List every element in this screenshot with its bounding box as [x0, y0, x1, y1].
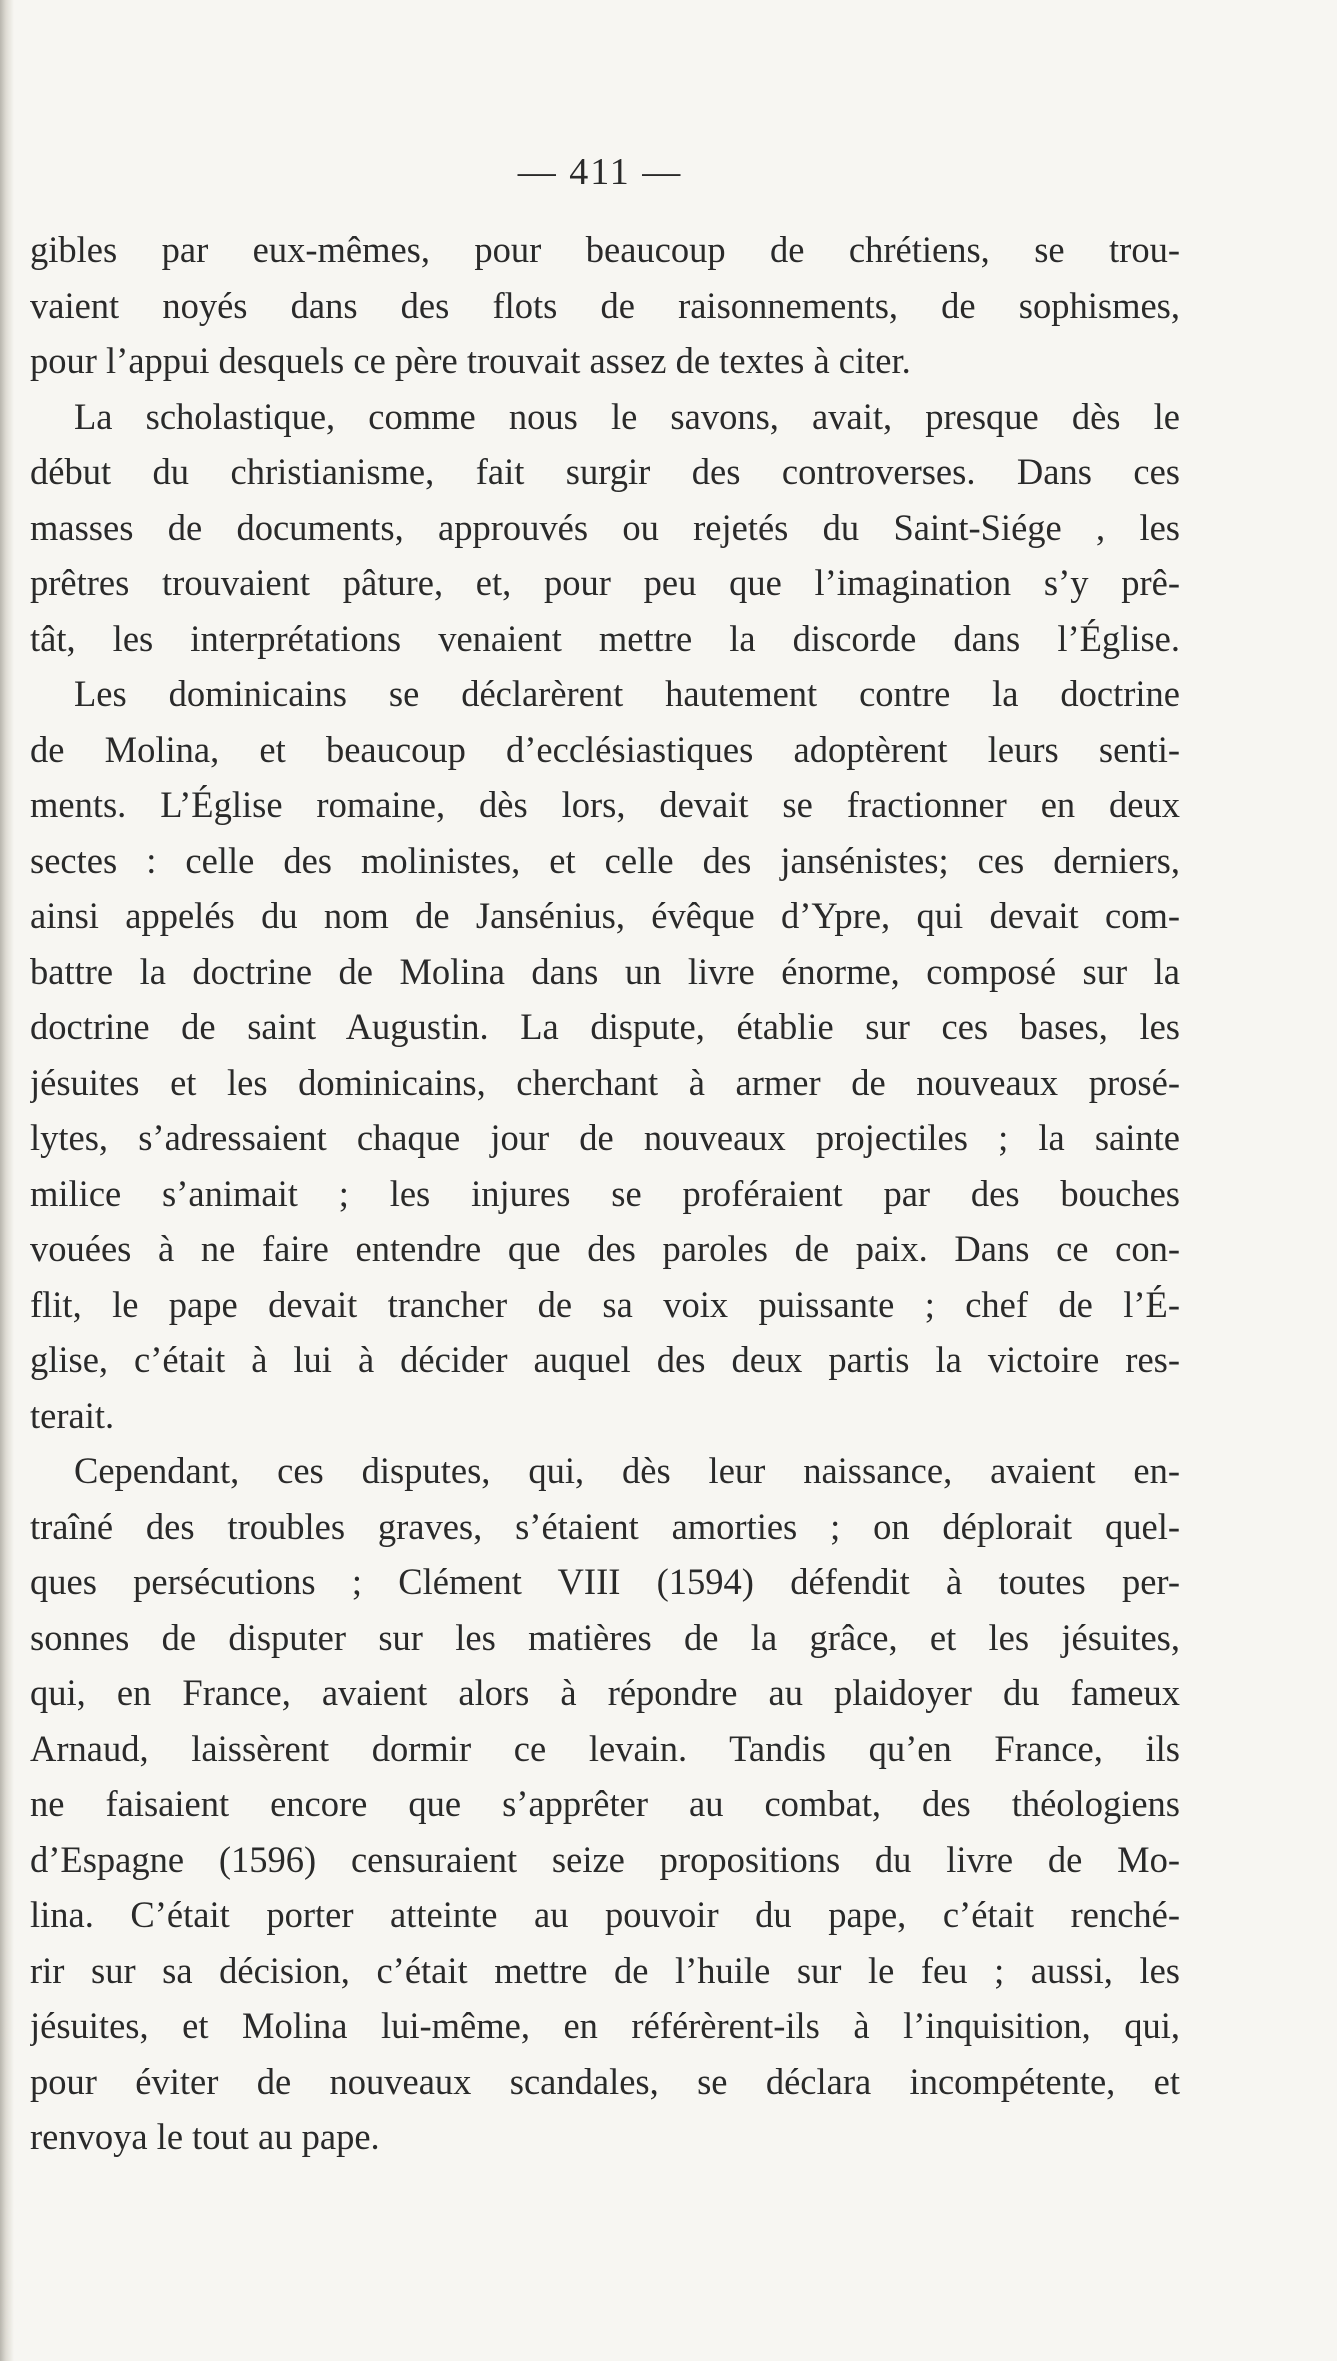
text-line: flit, le pape devait trancher de sa voix puissante ; chef de l’É-	[30, 1283, 1180, 1325]
text-line: milice s’animait ; les injures se proféraient par des bouches	[30, 1172, 1180, 1214]
text-line: lina. C’était porter atteinte au pouvoir du pape, c’était renché-	[30, 1894, 1180, 1935]
text-line: qui, en France, avaient alors à répondre au plaidoyer du fameux	[30, 1672, 1180, 1713]
text-line: Cependant, ces disputes, qui, dès leur naissance, avaient en-	[74, 1450, 1180, 1491]
text-line: vaient noyés dans des flots de raisonnements, de sophismes,	[30, 284, 1180, 326]
text-line: sonnes de disputer sur les matières de la grâce, et les jésuites,	[30, 1616, 1180, 1658]
text-line: renvoya le tout au pape.	[30, 2116, 380, 2157]
text-line: lytes, s’adressaient chaque jour de nouveaux projectiles ; la sainte	[30, 1117, 1180, 1158]
page-binding-edge	[0, 0, 14, 2361]
text-line: jésuites, et Molina lui-même, en référèrent-ils à l’inquisition, qui,	[30, 2005, 1180, 2046]
text-line: sectes : celle des molinistes, et celle des jansénistes; ces derniers,	[30, 839, 1180, 881]
text-line: terait.	[30, 1394, 115, 1436]
text-line: pour éviter de nouveaux scandales, se déclara incompétente, et	[30, 2060, 1180, 2102]
text-line: tât, les interprétations venaient mettre la discorde dans l’Église.	[30, 617, 1180, 659]
text-line: ques persécutions ; Clément VIII (1594) défendit à toutes per-	[30, 1561, 1180, 1602]
text-line: ments. L’Église romaine, dès lors, devait se fractionner en deux	[30, 784, 1180, 825]
text-line: début du christianisme, fait surgir des controverses. Dans ces	[30, 451, 1180, 492]
text-line: prêtres trouvaient pâture, et, pour peu que l’imagination s’y prê-	[30, 562, 1180, 603]
body-text	[30, 222, 1180, 2165]
text-line: battre la doctrine de Molina dans un livre énorme, composé sur la	[30, 950, 1180, 992]
text-line: glise, c’était à lui à décider auquel des deux partis la victoire res-	[30, 1339, 1180, 1380]
text-line: ne faisaient encore que s’apprêter au combat, des théologiens	[30, 1783, 1180, 1824]
text-line: jésuites et les dominicains, cherchant à armer de nouveaux prosé-	[30, 1061, 1180, 1103]
page-number: — 411 —	[517, 151, 683, 193]
text-line: Arnaud, laissèrent dormir ce levain. Tandis qu’en France, ils	[30, 1727, 1180, 1769]
text-line: Les dominicains se déclarèrent hautement contre la doctrine	[74, 673, 1180, 714]
text-line: masses de documents, approuvés ou rejetés du Saint-Siége , les	[30, 506, 1180, 548]
text-line: doctrine de saint Augustin. La dispute, établie sur ces bases, les	[30, 1006, 1180, 1047]
text-line: d’Espagne (1596) censuraient seize propositions du livre de Mo-	[30, 1838, 1180, 1880]
text-line: ainsi appelés du nom de Jansénius, évêque d’Ypre, qui devait com-	[30, 895, 1180, 936]
text-line: pour l’appui desquels ce père trouvait assez de textes à citer.	[30, 340, 911, 381]
text-line: gibles par eux-mêmes, pour beaucoup de chrétiens, se trou-	[30, 229, 1180, 270]
text-line: vouées à ne faire entendre que des paroles de paix. Dans ce con-	[30, 1228, 1180, 1269]
text-line: La scholastique, comme nous le savons, avait, presque dès le	[74, 395, 1180, 437]
text-line: rir sur sa décision, c’était mettre de l’huile sur le feu ; aussi, les	[30, 1949, 1180, 1991]
text-line: traîné des troubles graves, s’étaient amorties ; on déplorait quel-	[30, 1505, 1180, 1547]
text-line: de Molina, et beaucoup d’ecclésiastiques adoptèrent leurs senti-	[30, 728, 1180, 770]
